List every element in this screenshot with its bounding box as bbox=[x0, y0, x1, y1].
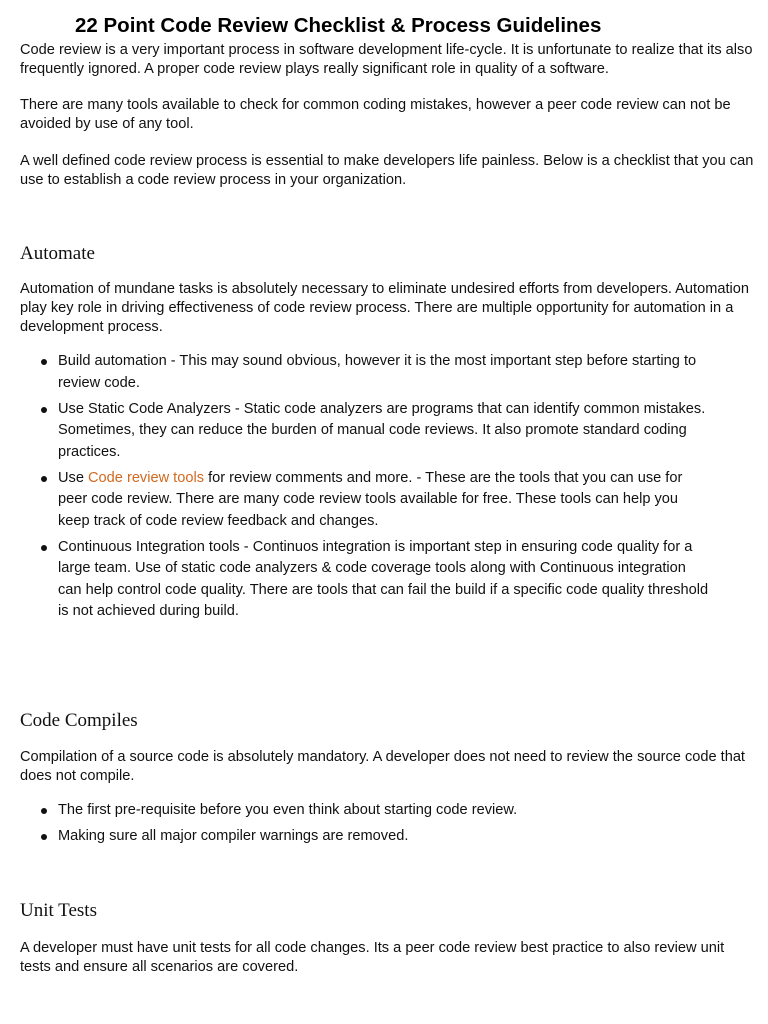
list-item-text: Continuous Integration tools - Continuos integration is important step in ensuring code quality for a large team. Use of static code analyzers & code coverage tools along with Continuous integration can help control code quality. There are tools that can fail the build if a specific code quality threshold is not achieved during build. bbox=[58, 538, 709, 619]
code-review-tools-link[interactable]: Code review tools bbox=[88, 469, 205, 486]
list-item bbox=[20, 399, 710, 464]
bullet-icon bbox=[41, 359, 47, 365]
list-item bbox=[20, 351, 710, 394]
list-item-suffix: for review comments and more. - These are the tools that you can use for peer code review. There are many code review tools available for free. These tools can help you keep track of code review feedback and changes. bbox=[58, 469, 683, 529]
bullet-icon bbox=[41, 545, 47, 551]
list-item-text: Build automation - This may sound obvious, however it is the most important step before starting to review code. bbox=[58, 353, 697, 391]
automate-bullet-list bbox=[20, 351, 710, 627]
list-item bbox=[20, 537, 710, 623]
intro-paragraph-3: A well defined code review process is essential to make developers life painless. Below is a checklist that you can use to establish a code review process in your organization. bbox=[20, 153, 754, 188]
intro-paragraph-1: Code review is a very important process in software development life-cycle. It is unfortunate to realize that its also frequently ignored. A proper code review plays really significant role in quality of a software. bbox=[20, 42, 753, 77]
page-title: 22 Point Code Review Checklist & Process Guidelines bbox=[75, 14, 602, 37]
section-heading-code-compiles: Code Compiles bbox=[20, 710, 138, 731]
bullet-icon bbox=[41, 476, 47, 482]
section-paragraph-code-compiles: Compilation of a source code is absolutely mandatory. A developer does not need to review the source code that does not compile. bbox=[20, 749, 745, 784]
section-paragraph-unit-tests: A developer must have unit tests for all code changes. Its a peer code review best practice to also review unit tests and ensure all scenarios are covered. bbox=[20, 940, 725, 975]
bullet-icon bbox=[41, 834, 47, 840]
list-item-text: Use Static Code Analyzers - Static code analyzers are programs that can identify common mistakes. Sometimes, they can reduce the burden of manual code reviews. It also promote standard coding practices. bbox=[58, 400, 706, 460]
intro-paragraph-2: There are many tools available to check for common coding mistakes, however a peer code review can not be avoided by use of any tool. bbox=[20, 97, 731, 132]
list-item bbox=[20, 800, 710, 822]
list-item-prefix: Use bbox=[58, 469, 89, 486]
list-item-text: The first pre-requisite before you even think about starting code review. bbox=[58, 802, 518, 818]
list-item-text: Making sure all major compiler warnings are removed. bbox=[58, 828, 409, 844]
bullet-icon bbox=[41, 808, 47, 814]
list-item bbox=[20, 826, 710, 848]
list-item bbox=[20, 468, 710, 533]
bullet-icon bbox=[41, 407, 47, 413]
section-heading-automate: Automate bbox=[20, 243, 95, 264]
section-paragraph-automate: Automation of mundane tasks is absolutely necessary to eliminate undesired efforts from developers. Automation play key role in driving effectiveness of code review process. There are multiple opportunity for automation in a development process. bbox=[20, 281, 750, 335]
section-heading-unit-tests: Unit Tests bbox=[20, 900, 97, 921]
code-compiles-bullet-list bbox=[20, 800, 710, 852]
